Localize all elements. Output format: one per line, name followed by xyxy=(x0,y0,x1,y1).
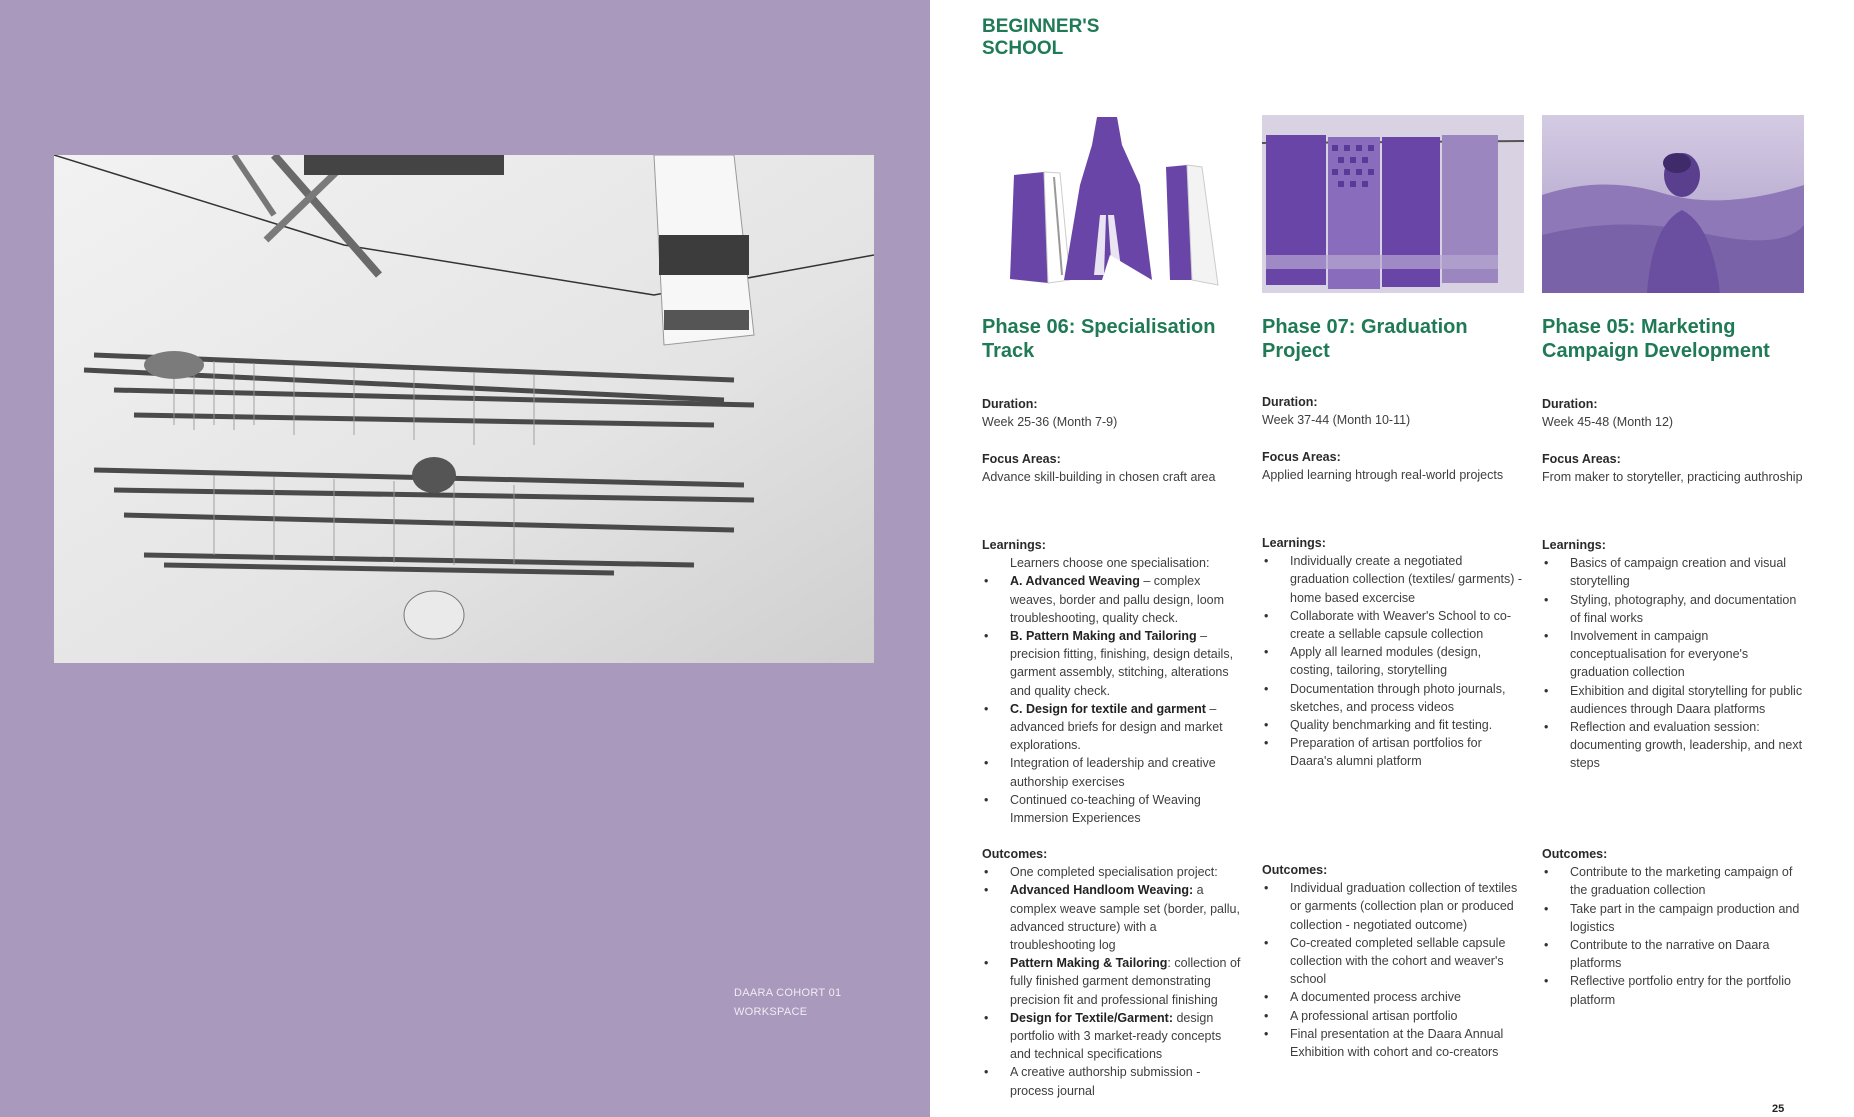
duration-label: Duration: xyxy=(982,397,1038,411)
focus-block xyxy=(982,450,1244,486)
list-item: • Co-created completed sellable capsule collection with the cohort and weaver's school xyxy=(1262,934,1524,989)
portrait-image xyxy=(1542,115,1804,293)
list-item: • Reflection and evaluation session: documenting growth, leadership, and next steps xyxy=(1542,718,1804,773)
textiles-image xyxy=(1262,115,1524,293)
learnings-block xyxy=(1542,536,1804,773)
list-item: • Collaborate with Weaver's School to co-create a sellable capsule collection xyxy=(1262,607,1524,643)
focus-label: Focus Areas: xyxy=(982,452,1061,466)
phase-title: Phase 06: Specialisation Track xyxy=(982,316,1216,362)
list-item: • Individually create a negotiated graduation collection (textiles/ garments) - home based excercise xyxy=(1262,552,1524,607)
outcomes-label: Outcomes: xyxy=(1262,863,1328,877)
duration-value: Week 25-36 (Month 7-9) xyxy=(982,415,1118,430)
portrait-illustration xyxy=(1542,115,1804,293)
list-item: • Involvement in campaign conceptualisation for everyone's graduation collection xyxy=(1542,627,1804,682)
list-item: • Continued co-teaching of Weaving Immersion Experiences xyxy=(982,791,1244,827)
outcomes-list xyxy=(1542,863,1804,1009)
caption-line-2: WORKSPACE xyxy=(734,1006,808,1018)
section-title-line-1: BEGINNER'S xyxy=(982,16,1100,37)
duration-block xyxy=(982,395,1244,431)
list-item: • Exhibition and digital storytelling for public audiences through Daara platforms xyxy=(1542,682,1804,718)
right-page xyxy=(930,0,1854,1117)
learnings-label: Learnings: xyxy=(982,538,1046,552)
outcomes-list xyxy=(982,863,1244,1100)
focus-value: Advance skill-building in chosen craft area xyxy=(982,470,1216,485)
focus-label: Focus Areas: xyxy=(1262,450,1341,464)
list-item: • Final presentation at the Daara Annual Exhibition with cohort and co-creators xyxy=(1262,1025,1524,1061)
section-title xyxy=(982,16,1099,60)
list-item: • Contribute to the marketing campaign of the graduation collection xyxy=(1542,863,1804,899)
learnings-block xyxy=(982,536,1244,827)
list-item: • Reflective portfolio entry for the portfolio platform xyxy=(1542,972,1804,1008)
list-item: • Take part in the campaign production and logistics xyxy=(1542,900,1804,936)
phase-column-06 xyxy=(982,115,1244,1098)
learnings-list xyxy=(1542,554,1804,772)
list-item: • C. Design for textile and garment – advanced briefs for design and market explorations. xyxy=(982,700,1244,755)
caption-line-1: DAARA COHORT 01 xyxy=(734,987,842,999)
outcomes-block xyxy=(982,845,1244,1100)
phase-column-05 xyxy=(1542,115,1804,1007)
duration-block xyxy=(1262,393,1524,429)
list-item: • Design for Textile/Garment: design portfolio with 3 market-ready concepts and technical specifications xyxy=(982,1009,1244,1064)
outcomes-block xyxy=(1262,861,1524,1061)
phase-title: Phase 05: Marketing Campaign Development xyxy=(1542,316,1770,362)
duration-block xyxy=(1542,395,1804,431)
garments-illustration xyxy=(982,115,1244,293)
focus-block xyxy=(1262,448,1524,484)
list-item: • Basics of campaign creation and visual storytelling xyxy=(1542,554,1804,590)
duration-value: Week 45-48 (Month 12) xyxy=(1542,415,1674,430)
list-item: • A documented process archive xyxy=(1262,988,1524,1006)
textiles-illustration xyxy=(1262,115,1524,293)
list-item: • A creative authorship submission - process journal xyxy=(982,1063,1244,1099)
list-item: • Individual graduation collection of textiles or garments (collection plan or produced collection - negotiated outcome) xyxy=(1262,879,1524,934)
focus-value: Applied learning htrough real-world projects xyxy=(1262,468,1504,483)
outcomes-label: Outcomes: xyxy=(982,847,1048,861)
learnings-label: Learnings: xyxy=(1542,538,1606,552)
list-item: • Quality benchmarking and fit testing. xyxy=(1262,716,1524,734)
list-item: • Integration of leadership and creative authorship exercises xyxy=(982,754,1244,790)
phase-title: Phase 07: Graduation Project xyxy=(1262,316,1468,362)
list-item: • B. Pattern Making and Tailoring – precision fitting, finishing, design details, garment assembly, stitching, alterations and quality check. xyxy=(982,627,1244,700)
focus-value: From maker to storyteller, practicing authroship xyxy=(1542,470,1803,485)
list-item: • Advanced Handloom Weaving: a complex weave sample set (border, pallu, advanced structure) with a troubleshooting log xyxy=(982,881,1244,954)
learnings-list xyxy=(982,554,1244,827)
page-number: 25 xyxy=(1772,1103,1785,1115)
list-item: • Preparation of artisan portfolios for Daara's alumni platform xyxy=(1262,734,1524,770)
garments-image xyxy=(982,115,1244,293)
learnings-block xyxy=(1262,534,1524,771)
list-item: • Documentation through photo journals, sketches, and process videos xyxy=(1262,680,1524,716)
duration-label: Duration: xyxy=(1542,397,1598,411)
list-item: • A professional artisan portfolio xyxy=(1262,1007,1524,1025)
duration-value: Week 37-44 (Month 10-11) xyxy=(1262,413,1411,428)
outcomes-list xyxy=(1262,879,1524,1061)
phase-column-07 xyxy=(1262,115,1524,1060)
loom-illustration xyxy=(54,155,874,663)
duration-label: Duration: xyxy=(1262,395,1318,409)
list-item: • Apply all learned modules (design, costing, tailoring, storytelling xyxy=(1262,643,1524,679)
list-item: Learners choose one specialisation: xyxy=(1010,556,1210,571)
outcomes-label: Outcomes: xyxy=(1542,847,1608,861)
learnings-label: Learnings: xyxy=(1262,536,1326,550)
loom-photo xyxy=(54,155,874,663)
list-item: • Contribute to the narrative on Daara platforms xyxy=(1542,936,1804,972)
list-item: • One completed specialisation project: xyxy=(982,863,1244,881)
list-item: • Pattern Making & Tailoring: collection of fully finished garment demonstrating precision fit and professional finishing xyxy=(982,954,1244,1009)
focus-label: Focus Areas: xyxy=(1542,452,1621,466)
focus-block xyxy=(1542,450,1804,486)
section-title-line-2: SCHOOL xyxy=(982,38,1064,59)
outcomes-block xyxy=(1542,845,1804,1009)
learnings-list xyxy=(1262,552,1524,770)
list-item: • Styling, photography, and documentation of final works xyxy=(1542,591,1804,627)
list-item: • A. Advanced Weaving – complex weaves, border and pallu design, loom troubleshooting, quality check. xyxy=(982,572,1244,627)
photo-caption xyxy=(734,984,841,1022)
